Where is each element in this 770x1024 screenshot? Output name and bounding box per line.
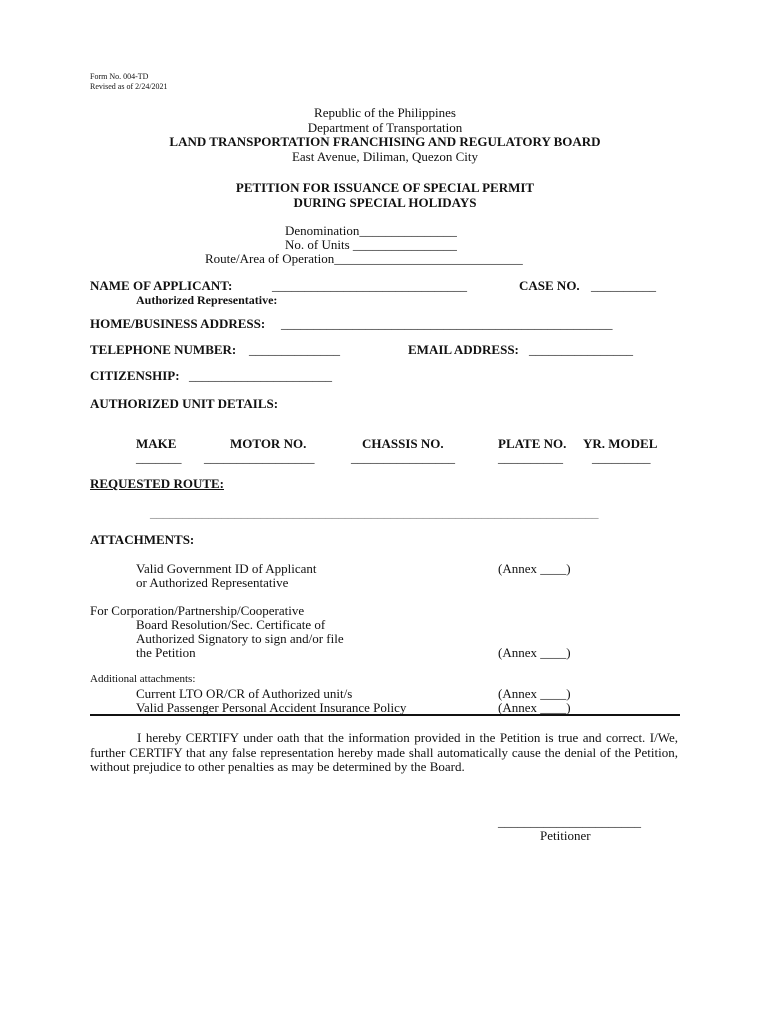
petitioner-label: Petitioner	[540, 828, 591, 843]
plate-no-field[interactable]: __________	[498, 450, 563, 465]
requested-route-field[interactable]: _____________________________________________________________________	[150, 505, 599, 520]
attachment-lto: Current LTO OR/CR of Authorized unit/s	[136, 686, 353, 701]
citizenship-label: CITIZENSHIP:	[90, 368, 180, 383]
telephone-field[interactable]: ______________	[249, 342, 340, 357]
case-no-label: CASE NO.	[519, 278, 580, 293]
header-department: Department of Transportation	[307, 120, 463, 135]
case-no-field[interactable]: __________	[591, 278, 656, 293]
authorized-rep-label: Authorized Representative:	[136, 293, 278, 307]
header-agency: LAND TRANSPORTATION FRANCHISING AND REGULATORY BOARD	[169, 134, 601, 149]
route-area-field[interactable]: Route/Area of Operation_____________________________	[205, 251, 523, 266]
annex-insurance[interactable]: (Annex ____)	[498, 700, 571, 715]
form-title-line2: DURING SPECIAL HOLIDAYS	[293, 195, 477, 210]
column-yr-model: YR. MODEL	[583, 436, 658, 451]
citizenship-field[interactable]: ______________________	[189, 368, 332, 383]
unit-details-heading: AUTHORIZED UNIT DETAILS:	[90, 396, 279, 411]
revision-date: Revised as of 2/24/2021	[90, 82, 168, 91]
yr-model-field[interactable]: _________	[592, 450, 651, 465]
column-motor-no: MOTOR NO.	[230, 436, 307, 451]
requested-route-heading: REQUESTED ROUTE:	[90, 476, 224, 491]
additional-attachments-label: Additional attachments:	[90, 673, 196, 685]
column-plate-no: PLATE NO.	[498, 436, 567, 451]
applicant-name-label: NAME OF APPLICANT:	[90, 278, 233, 293]
applicant-name-field[interactable]: ______________________________	[272, 278, 467, 293]
attachment-board-line2: Authorized Signatory to sign and/or file	[136, 631, 344, 646]
attachment-board-line3: the Petition	[136, 645, 196, 660]
chassis-no-field[interactable]: ________________	[351, 450, 455, 465]
denomination-field[interactable]: Denomination_______________	[285, 223, 457, 238]
column-chassis-no: CHASSIS NO.	[362, 436, 444, 451]
attachment-board-line1: Board Resolution/Sec. Certificate of	[136, 617, 326, 632]
form-title-line1: PETITION FOR ISSUANCE OF SPECIAL PERMIT	[235, 180, 535, 195]
email-label: EMAIL ADDRESS:	[408, 342, 519, 357]
attachment-insurance: Valid Passenger Personal Accident Insurance Policy	[136, 700, 407, 715]
header-republic: Republic of the Philippines	[314, 105, 456, 120]
annex-valid-id[interactable]: (Annex ____)	[498, 561, 571, 576]
section-divider	[90, 714, 680, 716]
make-field[interactable]: _______	[136, 450, 182, 465]
attachment-valid-id-line1: Valid Government ID of Applicant	[136, 561, 317, 576]
column-make: MAKE	[136, 436, 177, 451]
attachments-heading: ATTACHMENTS:	[90, 532, 195, 547]
attachment-valid-id-line2: or Authorized Representative	[136, 575, 289, 590]
address-field[interactable]: ___________________________________________________	[281, 316, 613, 331]
email-field[interactable]: ________________	[529, 342, 633, 357]
telephone-label: TELEPHONE NUMBER:	[90, 342, 237, 357]
annex-lto[interactable]: (Annex ____)	[498, 686, 571, 701]
form-number: Form No. 004-TD	[90, 72, 149, 81]
address-label: HOME/BUSINESS ADDRESS:	[90, 316, 266, 331]
annex-board-resolution[interactable]: (Annex ____)	[498, 645, 571, 660]
corporation-heading: For Corporation/Partnership/Cooperative	[90, 603, 305, 618]
signature-line[interactable]: ______________________	[498, 814, 641, 829]
motor-no-field[interactable]: _________________	[204, 450, 315, 465]
units-field[interactable]: No. of Units ________________	[285, 237, 457, 252]
header-address: East Avenue, Diliman, Quezon City	[291, 149, 479, 164]
certification-paragraph: I hereby CERTIFY under oath that the information provided in the Petition is true and correct. I/We, further CERTIFY that any false representation hereby made shall automatically cause the denial of the Petition, without prejudice to other penalties as may be determined by the Board.	[90, 730, 678, 774]
